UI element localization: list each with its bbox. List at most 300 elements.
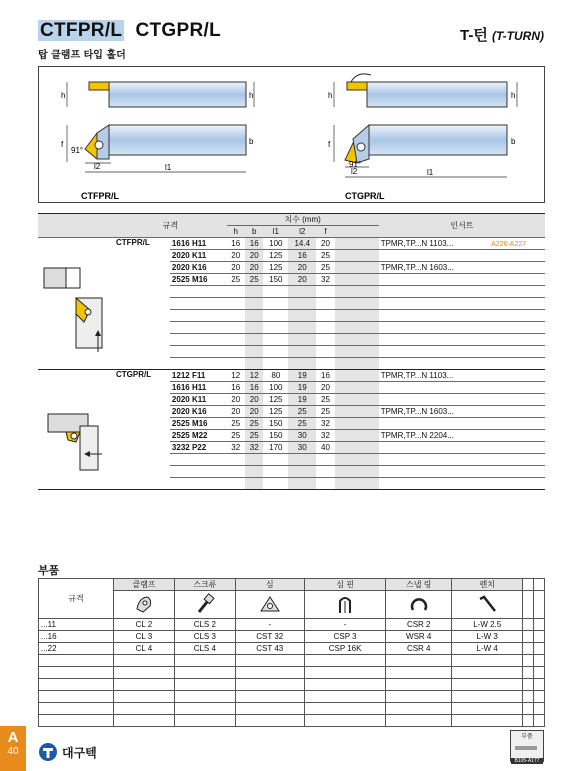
spec-cell: 2525 M22: [170, 430, 227, 442]
f-cell: [316, 286, 334, 298]
parts-cell: [452, 655, 523, 667]
group-name: CTFPR/L: [114, 238, 170, 370]
l2-cell: [288, 478, 316, 490]
f-cell: 25: [316, 250, 334, 262]
dim-l1-left: l1: [165, 163, 172, 172]
parts-cell: [523, 667, 534, 679]
parts-cell: CSP 16K: [304, 643, 386, 655]
l2-cell: 19: [288, 394, 316, 406]
parts-cell: [452, 679, 523, 691]
l1-cell: [263, 454, 288, 466]
parts-cell: [304, 691, 386, 703]
h-cell: 25: [227, 274, 245, 286]
b-cell: [245, 466, 263, 478]
header-dims: 치수 (mm): [227, 214, 379, 226]
badge-top-text: 부품: [521, 734, 533, 740]
parts-cell: [452, 703, 523, 715]
insert-cell: [379, 454, 489, 466]
company-logo: [38, 742, 97, 762]
b-cell: [245, 286, 263, 298]
h-cell: 25: [227, 430, 245, 442]
spacer-cell: [335, 406, 379, 418]
snap-ring-icon: [386, 591, 452, 619]
l1-cell: 125: [263, 262, 288, 274]
parts-cell: [235, 667, 304, 679]
insert-cell: [379, 394, 489, 406]
f-cell: [316, 466, 334, 478]
dim-angle-right: 91°: [349, 160, 362, 169]
table-row: [39, 619, 545, 631]
parts-cell: -: [304, 619, 386, 631]
parts-cell: [114, 679, 175, 691]
parts-cell: CLS 3: [174, 631, 235, 643]
header-f: f: [316, 226, 334, 238]
brand-sub: (T-TURN): [492, 29, 544, 43]
h-cell: [227, 322, 245, 334]
insert-cell: TPMR,TP...N 1603...: [379, 262, 489, 274]
l2-cell: [288, 310, 316, 322]
parts-cell: [523, 703, 534, 715]
parts-cell: [174, 679, 235, 691]
page-tab: [0, 726, 26, 771]
f-cell: 32: [316, 274, 334, 286]
spacer-cell: [335, 394, 379, 406]
l1-cell: [263, 286, 288, 298]
insert-img-cell: [489, 466, 545, 478]
insert-img-cell: [489, 478, 545, 490]
spec-cell: [170, 478, 227, 490]
parts-cell: [114, 667, 175, 679]
insert-img-cell: [489, 442, 545, 454]
spacer-cell: [335, 322, 379, 334]
title-ctgpr: CTGPR/L: [135, 20, 221, 41]
parts-cell: [523, 655, 534, 667]
spec-cell: 1212 F11: [170, 370, 227, 382]
header-l2: l2: [288, 226, 316, 238]
l2-cell: 25: [288, 418, 316, 430]
parts-cell: [523, 691, 534, 703]
insert-cell: [379, 334, 489, 346]
spacer-cell: [335, 358, 379, 370]
parts-cell: L-W 4: [452, 643, 523, 655]
insert-cell: [379, 442, 489, 454]
parts-cell: [235, 691, 304, 703]
b-cell: 16: [245, 238, 263, 250]
b-cell: 12: [245, 370, 263, 382]
spacer-cell: [335, 262, 379, 274]
insert-img-cell: [489, 250, 545, 262]
header-h: h: [227, 226, 245, 238]
l1-cell: 100: [263, 382, 288, 394]
spacer-cell: [335, 370, 379, 382]
dim-l2-right: l2: [351, 167, 358, 176]
clamp-icon: [114, 591, 175, 619]
spec-cell: [170, 334, 227, 346]
parts-cell: [386, 679, 452, 691]
table-row: [39, 703, 545, 715]
b-cell: 32: [245, 442, 263, 454]
parts-badge: [510, 730, 544, 762]
parts-header-screw: 스크류: [174, 579, 235, 591]
insert-cell: [379, 322, 489, 334]
parts-cell: [534, 619, 545, 631]
h-cell: [227, 310, 245, 322]
parts-spec-cell: [39, 691, 114, 703]
h-cell: 20: [227, 250, 245, 262]
parts-cell: [534, 679, 545, 691]
h-cell: [227, 334, 245, 346]
parts-table: [38, 578, 545, 727]
parts-cell: -: [235, 619, 304, 631]
ctgpr-side-view: [334, 74, 517, 107]
company-logo-text: 대구텍: [62, 745, 97, 760]
dimension-figure: [38, 66, 545, 203]
h-cell: 25: [227, 418, 245, 430]
page-letter: A: [7, 729, 19, 746]
parts-spec-cell: ...11: [39, 619, 114, 631]
spec-cell: 3232 P22: [170, 442, 227, 454]
b-cell: [245, 334, 263, 346]
h-cell: 20: [227, 262, 245, 274]
l2-cell: 16: [288, 250, 316, 262]
l1-cell: 125: [263, 406, 288, 418]
b-cell: [245, 310, 263, 322]
l2-cell: 14.4: [288, 238, 316, 250]
parts-spec-cell: [39, 667, 114, 679]
parts-cell: [452, 667, 523, 679]
header-spec: 규격: [114, 214, 227, 238]
l1-cell: 170: [263, 442, 288, 454]
parts-cell: CST 32: [235, 631, 304, 643]
parts-cell: [235, 715, 304, 727]
f-cell: [316, 358, 334, 370]
h-cell: 32: [227, 442, 245, 454]
company-logo-icon: [38, 742, 58, 762]
parts-cell: CSP 3: [304, 631, 386, 643]
shim-pin-icon: [304, 591, 386, 619]
spec-cell: [170, 286, 227, 298]
parts-cell: [534, 691, 545, 703]
brand-logo: [460, 24, 544, 45]
parts-cell: [114, 715, 175, 727]
l2-cell: [288, 334, 316, 346]
l2-cell: 19: [288, 370, 316, 382]
parts-cell: [386, 691, 452, 703]
dim-h-right: h: [328, 91, 333, 100]
insert-cell: [379, 310, 489, 322]
dim-h-right-2: h: [511, 91, 516, 100]
f-cell: [316, 454, 334, 466]
f-cell: [316, 478, 334, 490]
l2-cell: [288, 454, 316, 466]
table-row: [39, 679, 545, 691]
insert-img-cell: [489, 454, 545, 466]
parts-cell: [174, 703, 235, 715]
header-insert: 인서트: [379, 214, 545, 238]
insert-img-cell: [489, 286, 545, 298]
h-cell: [227, 454, 245, 466]
parts-header-spec: 규격: [39, 579, 114, 619]
dim-f-right: f: [328, 140, 331, 149]
spacer-cell: [335, 274, 379, 286]
dim-f-left: f: [61, 140, 64, 149]
f-cell: 40: [316, 442, 334, 454]
insert-img-cell: [489, 358, 545, 370]
dim-h-left: h: [61, 91, 66, 100]
dim-angle-left: 91°: [71, 146, 84, 155]
parts-cell: [304, 655, 386, 667]
shim-icon: [235, 591, 304, 619]
l2-cell: 30: [288, 442, 316, 454]
b-cell: [245, 478, 263, 490]
insert-img-cell: [489, 418, 545, 430]
b-cell: 25: [245, 418, 263, 430]
page-title: [38, 20, 221, 42]
b-cell: 20: [245, 394, 263, 406]
parts-cell: [114, 655, 175, 667]
parts-cell: [534, 703, 545, 715]
parts-cell: [534, 667, 545, 679]
l1-cell: 150: [263, 418, 288, 430]
l2-cell: [288, 346, 316, 358]
parts-cell: [386, 655, 452, 667]
parts-cell: L-W 2.5: [452, 619, 523, 631]
h-cell: [227, 286, 245, 298]
insert-img-cell: [489, 322, 545, 334]
parts-cell: CL 3: [114, 631, 175, 643]
l1-cell: [263, 334, 288, 346]
spec-cell: 2020 K16: [170, 406, 227, 418]
spec-cell: 2020 K11: [170, 394, 227, 406]
spacer-cell: [335, 478, 379, 490]
insert-img-cell: [489, 298, 545, 310]
insert-img-cell: [489, 274, 545, 286]
l2-cell: [288, 298, 316, 310]
dim-b-left: b: [249, 137, 254, 146]
spacer-cell: [335, 382, 379, 394]
insert-img-cell: [489, 370, 545, 382]
wrench-icon: [452, 591, 523, 619]
insert-cell: TPMR,TP...N 1603...: [379, 406, 489, 418]
table-row: [39, 631, 545, 643]
parts-spec-cell: [39, 715, 114, 727]
parts-cell: CLS 2: [174, 619, 235, 631]
l1-cell: 125: [263, 250, 288, 262]
header-b: b: [245, 226, 263, 238]
parts-cell: [386, 715, 452, 727]
spacer-cell: [335, 250, 379, 262]
l1-cell: [263, 310, 288, 322]
l1-cell: [263, 298, 288, 310]
l2-cell: [288, 286, 316, 298]
insert-img-cell: [489, 346, 545, 358]
insert-cell: [379, 478, 489, 490]
spacer-cell: [335, 430, 379, 442]
parts-header-clamp: 클램프: [114, 579, 175, 591]
l2-cell: [288, 322, 316, 334]
l2-cell: 19: [288, 382, 316, 394]
spacer-cell: [335, 346, 379, 358]
b-cell: [245, 358, 263, 370]
parts-cell: [304, 715, 386, 727]
parts-cell: [534, 631, 545, 643]
h-cell: 20: [227, 394, 245, 406]
table-row: [39, 655, 545, 667]
ctgpr-holder-image: [38, 370, 114, 490]
parts-cell: [452, 715, 523, 727]
parts-spec-cell: [39, 655, 114, 667]
insert-cell: [379, 358, 489, 370]
l1-cell: 150: [263, 274, 288, 286]
insert-img-cell: [489, 310, 545, 322]
h-cell: [227, 478, 245, 490]
insert-img-cell: [489, 334, 545, 346]
f-cell: 25: [316, 262, 334, 274]
parts-cell: [174, 655, 235, 667]
holder-drawings: [39, 67, 544, 202]
figure-label-ctfpr: CTFPR/L: [81, 191, 119, 201]
f-cell: [316, 298, 334, 310]
f-cell: [316, 346, 334, 358]
f-cell: 32: [316, 418, 334, 430]
parts-spec-cell: [39, 679, 114, 691]
spec-cell: [170, 454, 227, 466]
spacer-cell: [335, 442, 379, 454]
f-cell: [316, 310, 334, 322]
parts-spec-cell: ...16: [39, 631, 114, 643]
spec-table: [38, 213, 545, 490]
parts-cell: CL 4: [114, 643, 175, 655]
spec-cell: [170, 310, 227, 322]
parts-cell: [114, 691, 175, 703]
spacer-cell: [335, 418, 379, 430]
parts-cell: [174, 715, 235, 727]
spec-cell: [170, 358, 227, 370]
insert-cell: TPMR,TP...N 1103...: [379, 238, 489, 250]
title-ctfpr: CTFPR/L: [40, 20, 123, 41]
h-cell: [227, 358, 245, 370]
parts-cell: [235, 703, 304, 715]
page-number: 40: [7, 746, 19, 757]
f-cell: 25: [316, 406, 334, 418]
wrench-badge-icon: [511, 743, 541, 753]
insert-cell: [379, 274, 489, 286]
insert-img-cell: [489, 382, 545, 394]
spec-cell: [170, 298, 227, 310]
spacer-cell: [335, 466, 379, 478]
insert-cell: [379, 418, 489, 430]
parts-cell: CST 43: [235, 643, 304, 655]
table-row: [39, 691, 545, 703]
insert-img-cell: [489, 394, 545, 406]
b-cell: [245, 322, 263, 334]
spec-cell: 1616 H11: [170, 238, 227, 250]
header-l1: l1: [263, 226, 288, 238]
ctfpr-holder-image: [38, 238, 114, 370]
parts-header-shim-pin: 심 핀: [304, 579, 386, 591]
parts-cell: CLS 4: [174, 643, 235, 655]
parts-cell: CSR 2: [386, 619, 452, 631]
ctgpr-top-view: [334, 125, 507, 177]
h-cell: [227, 298, 245, 310]
l1-cell: 125: [263, 394, 288, 406]
l1-cell: [263, 466, 288, 478]
parts-header-snap-ring: 스냅 링: [386, 579, 452, 591]
parts-cell: [523, 679, 534, 691]
b-cell: [245, 454, 263, 466]
spec-cell: 2020 K16: [170, 262, 227, 274]
insert-cell: [379, 382, 489, 394]
table-row: [39, 715, 545, 727]
parts-spec-cell: [39, 703, 114, 715]
dim-l2-left: l2: [94, 162, 101, 171]
insert-img-cell: [489, 406, 545, 418]
insert-cell: [379, 346, 489, 358]
spacer-cell: [335, 454, 379, 466]
insert-cell: [379, 466, 489, 478]
parts-cell: [235, 679, 304, 691]
parts-cell: [304, 703, 386, 715]
h-cell: 20: [227, 406, 245, 418]
brand-main: T-턴: [460, 27, 488, 44]
insert-cell: TPMR,TP...N 2204...: [379, 430, 489, 442]
l1-cell: [263, 322, 288, 334]
group-name: CTGPR/L: [114, 370, 170, 490]
figure-label-ctgpr: CTGPR/L: [345, 191, 385, 201]
spacer-cell: [335, 286, 379, 298]
f-cell: [316, 334, 334, 346]
l1-cell: [263, 346, 288, 358]
dim-b-right: b: [511, 137, 516, 146]
insert-cell: [379, 286, 489, 298]
f-cell: 20: [316, 238, 334, 250]
parts-cell: L-W 3: [452, 631, 523, 643]
dim-h-left-2: h: [249, 91, 254, 100]
l2-cell: 20: [288, 274, 316, 286]
b-cell: [245, 346, 263, 358]
b-cell: 20: [245, 262, 263, 274]
spec-cell: 1616 H11: [170, 382, 227, 394]
spacer-cell: [335, 238, 379, 250]
h-cell: [227, 346, 245, 358]
f-cell: 32: [316, 430, 334, 442]
l1-cell: 100: [263, 238, 288, 250]
l2-cell: 20: [288, 262, 316, 274]
l1-cell: 150: [263, 430, 288, 442]
insert-img-cell: [489, 238, 545, 250]
page-subtitle: 탑 클램프 타입 홀더: [38, 50, 126, 61]
spacer-cell: [335, 310, 379, 322]
l2-cell: 25: [288, 406, 316, 418]
parts-cell: [452, 691, 523, 703]
insert-pages: A226-A227: [491, 241, 527, 248]
screw-icon: [174, 591, 235, 619]
parts-cell: [304, 679, 386, 691]
b-cell: 20: [245, 406, 263, 418]
parts-cell: [534, 715, 545, 727]
l2-cell: 30: [288, 430, 316, 442]
h-cell: 16: [227, 238, 245, 250]
parts-cell: CSR 4: [386, 643, 452, 655]
parts-cell: [235, 655, 304, 667]
parts-header-wrench: 렌치: [452, 579, 523, 591]
parts-spec-cell: ...22: [39, 643, 114, 655]
parts-cell: CL 2: [114, 619, 175, 631]
spec-cell: [170, 466, 227, 478]
parts-cell: [114, 703, 175, 715]
l1-cell: 80: [263, 370, 288, 382]
parts-cell: [386, 667, 452, 679]
